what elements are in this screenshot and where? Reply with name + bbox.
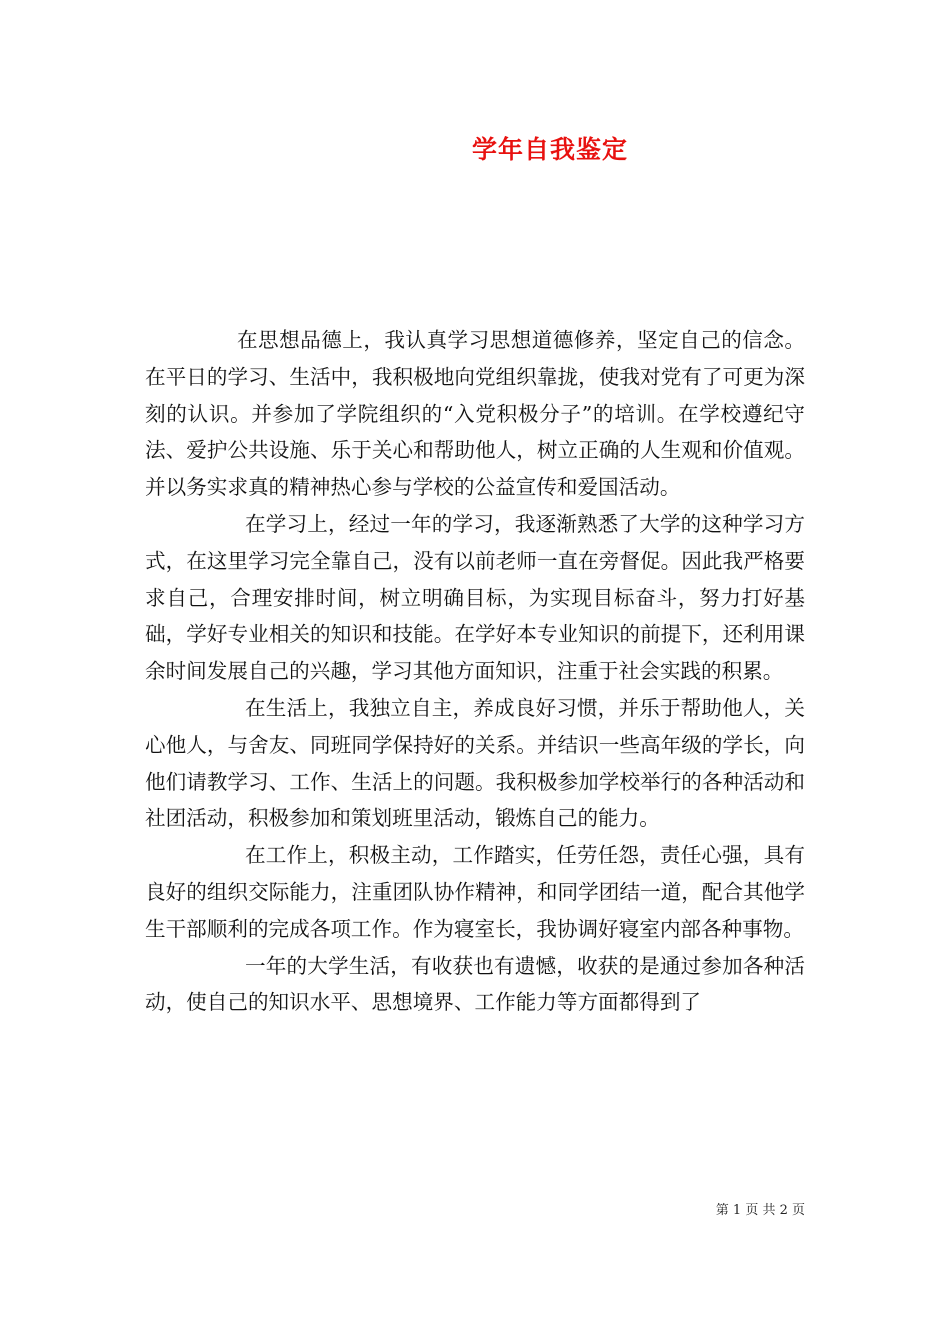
paragraph-ideology: 在思想品德上，我认真学习思想道德修养，坚定自己的信念。在平日的学习、生活中，我积极地向党组织靠拢，使我对党有了可更为深刻的认识。并参加了学院组织的“入党积极分子”的培训。在学校遵纪守法、爱护公共设施、乐于关心和帮助他人，树立正确的人生观和价值观。并以务实求真的精神热心参与学校的公益宣传和爱国活动。 <box>145 328 805 500</box>
paragraph-summary: 一年的大学生活，有收获也有遗憾，收获的是通过参加各种活动，使自己的知识水平、思想境界、工作能力等方面都得到了 <box>145 953 805 1015</box>
paragraph-work: 在工作上，积极主动，工作踏实，任劳任怨，责任心强，具有良好的组织交际能力，注重团队协作精神，和同学团结一道，配合其他学生干部顺利的完成各项工作。作为寝室长，我协调好寝室内部各种事物。 <box>145 843 805 941</box>
paragraph-life: 在生活上，我独立自主，养成良好习惯，并乐于帮助他人，关心他人，与舍友、同班同学保持好的关系。并结识一些高年级的学长，向他们请教学习、工作、生活上的问题。我积极参加学校举行的各种活动和社团活动，积极参加和策划班里活动，锻炼自己的能力。 <box>145 695 805 831</box>
document-body <box>145 322 805 1021</box>
paragraph-study: 在学习上，经过一年的学习，我逐渐熟悉了大学的这种学习方式，在这里学习完全靠自己，没有以前老师一直在旁督促。因此我严格要求自己，合理安排时间，树立明确目标，为实现目标奋斗，努力打好基础，学好专业相关的知识和技能。在学好本专业知识的前提下，还利用课余时间发展自己的兴趣，学习其他方面知识，注重于社会实践的积累。 <box>145 511 805 684</box>
document-title: 学年自我鉴定 <box>471 135 628 164</box>
page-number-footer: 第 1 页 共 2 页 <box>715 1203 805 1218</box>
